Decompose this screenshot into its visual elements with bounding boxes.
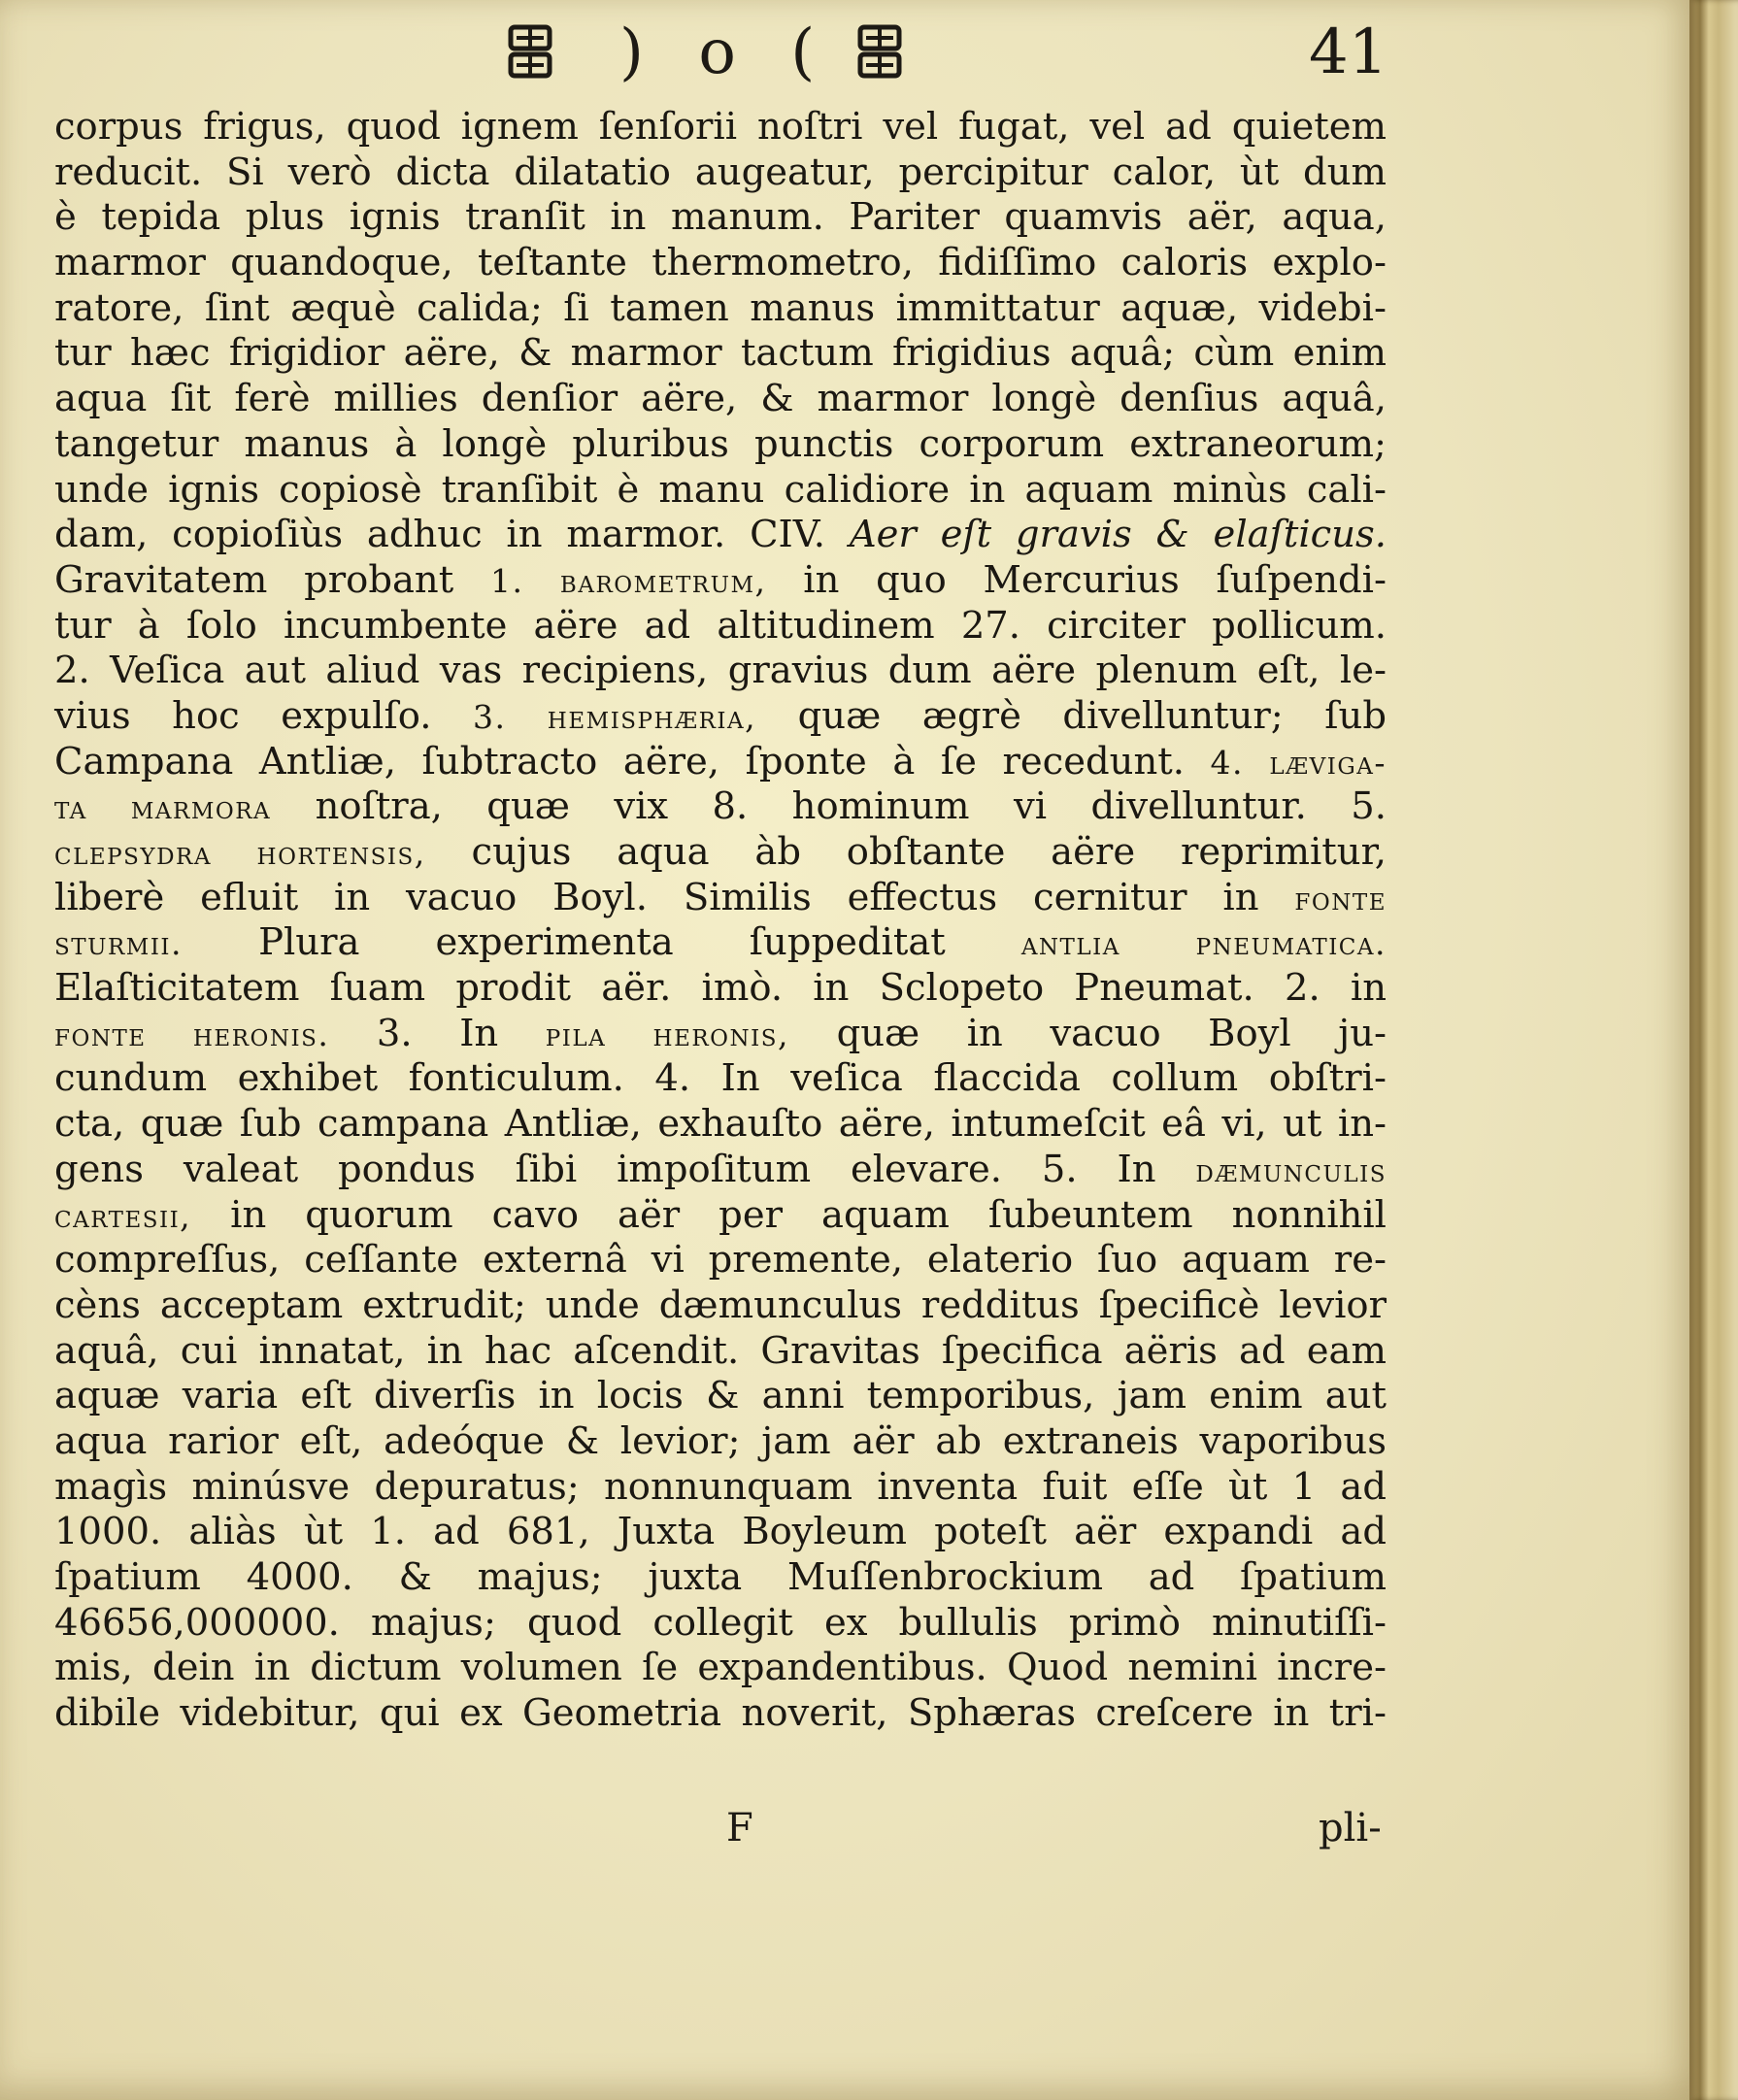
ornament-right-icon xyxy=(854,23,905,82)
text-run: cujus aqua àb obſtante aëre reprimitur, xyxy=(471,830,1387,874)
text-run: cta, quæ ſub campana Antliæ, exhauſto aëre, intumeſcit eâ vi, ut in- xyxy=(54,1102,1387,1147)
text-line xyxy=(54,286,1387,332)
text-run: 3. In xyxy=(376,1011,546,1055)
text-run: dibile videbitur, qui ex Geometria noverit, Sphæras creſcere in tri- xyxy=(54,1691,1387,1736)
text-run: ratore, ſint æquè calida; ſi tamen manus immittatur aquæ, videbi- xyxy=(54,285,1387,330)
text-line xyxy=(54,1012,1387,1057)
text-run: magìs minúsve depuratus; nonnunquam inventa fuit eſſe ùt 1 ad xyxy=(54,1464,1387,1509)
text-run: mis, dein in dictum volumen ſe expandentibus. Quod nemini incre- xyxy=(54,1646,1387,1690)
small-caps-term: sturmii. xyxy=(54,924,184,963)
text-run: cundum exhibet fonticulum. 4. In veſica flaccida collum obſtri- xyxy=(54,1056,1387,1101)
text-run: noſtra, quæ vix 8. hominum vi divelluntur. 5. xyxy=(315,784,1387,829)
text-run: corpus frigus, quod ignem ſenſorii noſtri vel fugat, vel ad quietem xyxy=(54,105,1387,149)
text-line xyxy=(54,513,1387,558)
text-run: tur hæc frigidior aëre, & marmor tactum frigidius aquâ; cùm enim xyxy=(54,331,1387,376)
page-number: 41 xyxy=(1309,17,1388,88)
text-run: in quorum cavo aër per aquam ſubeuntem nonnihil xyxy=(230,1192,1387,1237)
text-run: aquâ, cui innatat, in hac aſcendit. Gravitas ſpecifica aëris ad eam xyxy=(54,1328,1387,1373)
small-caps-term: ta marmora xyxy=(54,788,272,827)
text-run: quæ ægrè divelluntur; ſub xyxy=(797,693,1387,738)
text-run: 46656,000000. majus; quod collegit ex bullulis primò minutiſſi- xyxy=(54,1600,1387,1645)
text-line xyxy=(54,195,1387,241)
text-line xyxy=(54,331,1387,377)
small-caps-term: clepsydra hortensis, xyxy=(54,834,426,872)
text-line xyxy=(54,1329,1387,1375)
text-run: unde ignis copiosè tranſibit è manu calidiore in aquam minùs cali- xyxy=(54,467,1387,512)
text-run: quæ in vacuo Boyl ju- xyxy=(836,1011,1387,1055)
small-caps-term: fonte heronis. xyxy=(54,1015,330,1053)
text-line xyxy=(54,1056,1387,1102)
text-line xyxy=(54,241,1387,286)
small-caps-term: 3. hemisphæria, xyxy=(473,697,757,736)
small-caps-term: fonte xyxy=(1294,879,1387,917)
text-line xyxy=(54,1193,1387,1239)
small-caps-term: cartesii, xyxy=(54,1196,192,1235)
text-line xyxy=(54,1283,1387,1329)
text-run: cèns acceptam extrudit; unde dæmunculus redditus ſpecificè levior xyxy=(54,1283,1387,1327)
text-line xyxy=(54,1419,1387,1465)
text-line xyxy=(54,1238,1387,1283)
small-caps-term: dæmunculis xyxy=(1195,1150,1387,1189)
text-run: liberè efluit in vacuo Boyl. Similis effectus cernitur in xyxy=(54,875,1295,919)
text-run: compreſſus, ceſſante externâ vi premente, elaterio ſuo aquam re- xyxy=(54,1238,1387,1283)
text-run: gens valeat pondus ſibi impoſitum elevare. 5. In xyxy=(54,1147,1196,1191)
header-mark: ) o ( xyxy=(619,17,833,88)
body-text xyxy=(54,105,1387,1737)
text-run: in quo Mercurius ſuſpendi- xyxy=(803,557,1387,602)
running-header xyxy=(505,16,1670,93)
text-line xyxy=(54,377,1387,422)
text-line xyxy=(54,694,1387,740)
text-run: Gravitatem probant xyxy=(54,557,490,602)
ornament-left-icon xyxy=(505,23,555,82)
italic-heading: Aer eſt gravis & elaſticus. xyxy=(849,513,1387,557)
text-line xyxy=(54,649,1387,694)
text-run: vius hoc expulſo. xyxy=(54,693,474,738)
text-run: dam, copioſiùs adhuc in marmor. CIV. xyxy=(54,513,850,557)
text-run: Campana Antliæ, ſubtracto aëre, ſponte à ſe recedunt. xyxy=(54,739,1211,783)
text-line xyxy=(54,1465,1387,1511)
text-run: aquæ varia eſt diverſis in locis & anni temporibus, jam enim aut xyxy=(54,1374,1387,1418)
small-caps-term: pila heronis, xyxy=(545,1015,789,1053)
text-line xyxy=(54,1374,1387,1419)
text-line xyxy=(54,1555,1387,1601)
text-line xyxy=(54,966,1387,1012)
text-run: 1000. aliàs ùt 1. ad 681, Juxta Boyleum poteſt aër expandi ad xyxy=(54,1510,1387,1554)
signature-mark: F xyxy=(726,1806,753,1850)
page-edge xyxy=(1689,0,1738,2100)
text-line xyxy=(54,740,1387,785)
text-run: aqua rarior eſt, adeóque & levior; jam aër ab extraneis vaporibus xyxy=(54,1418,1387,1463)
text-line xyxy=(54,105,1387,150)
text-run: 2. Veſica aut aliud vas recipiens, gravius dum aëre plenum eſt, le- xyxy=(54,649,1387,693)
text-run: marmor quandoque, teſtante thermometro, fidiſſimo caloris explo- xyxy=(54,241,1387,285)
text-line xyxy=(54,468,1387,514)
text-line xyxy=(54,422,1387,468)
text-line xyxy=(54,920,1387,966)
text-run: Elaſticitatem ſuam prodit aër. imò. in Sclopeto Pneumat. 2. in xyxy=(54,966,1387,1011)
text-line xyxy=(54,558,1387,604)
small-caps-term: 4. læviga- xyxy=(1210,743,1387,782)
text-line xyxy=(54,1102,1387,1148)
text-line xyxy=(54,1510,1387,1555)
text-run: reducit. Si verò dicta dilatatio augeatur, percipitur calor, ùt dum xyxy=(54,150,1387,194)
text-run: tangetur manus à longè pluribus punctis corporum extraneorum; xyxy=(54,421,1387,466)
text-line xyxy=(54,150,1387,196)
small-caps-term: 1. barometrum, xyxy=(489,561,767,600)
small-caps-term: antlia pneumatica. xyxy=(1020,924,1387,963)
text-line xyxy=(54,1691,1387,1737)
text-run: tur à ſolo incumbente aëre ad altitudinem 27. circiter pollicum. xyxy=(54,603,1387,648)
text-line xyxy=(54,1601,1387,1647)
text-run: ſpatium 4000. & majus; juxta Muſſenbrockium ad ſpatium xyxy=(54,1555,1387,1599)
text-run: Plura experimenta ſuppeditat xyxy=(258,920,1021,965)
text-line xyxy=(54,830,1387,876)
text-line xyxy=(54,1148,1387,1193)
text-run: aqua ſit ferè millies denſior aëre, & marmor longè denſius aquâ, xyxy=(54,377,1387,421)
text-run: è tepida plus ignis tranſit in manum. Pariter quamvis aër, aqua, xyxy=(54,195,1387,240)
text-line xyxy=(54,1646,1387,1691)
text-line xyxy=(54,784,1387,830)
text-line xyxy=(54,604,1387,650)
catchword: pli- xyxy=(1319,1806,1382,1850)
text-line xyxy=(54,876,1387,921)
